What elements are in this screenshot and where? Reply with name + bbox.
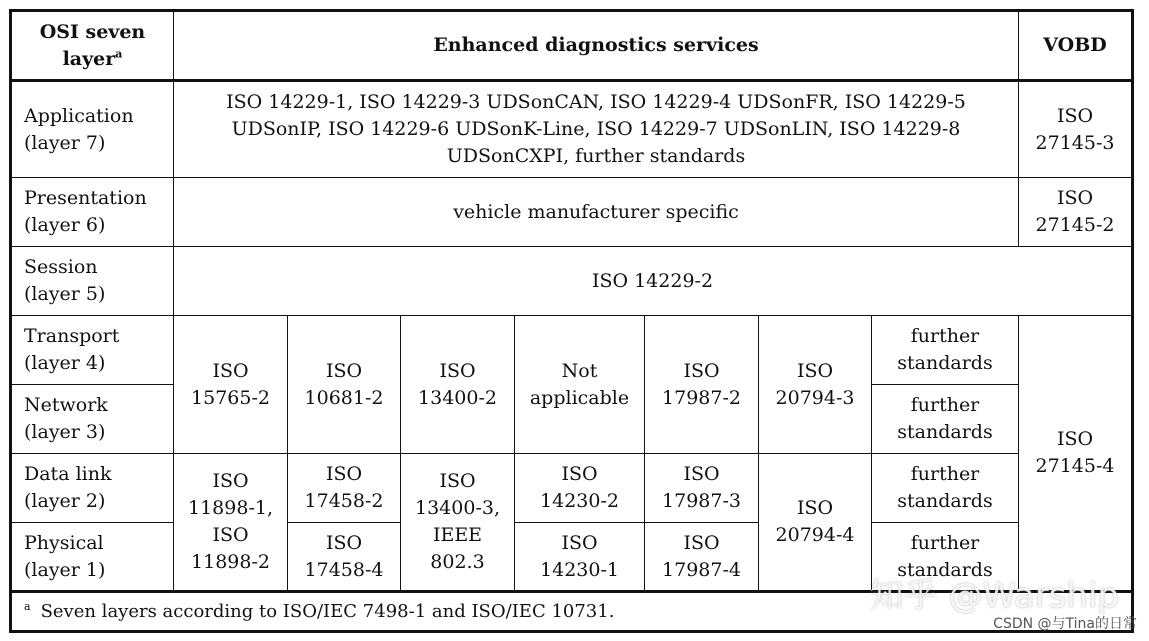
footnote-marker: a [24, 600, 31, 613]
cell-datalink-5: ISO 17987-3 [645, 454, 759, 523]
cell-presentation-vobd: ISO 27145-2 [1019, 178, 1133, 247]
cell-physical-further: further standards [872, 523, 1019, 592]
header-vobd: VOBD [1019, 11, 1133, 81]
cell-application-vobd: ISO 27145-3 [1019, 81, 1133, 178]
cell-physical-4: ISO 14230-1 [515, 523, 645, 592]
cell-application-services: ISO 14229-1, ISO 14229-3 UDSonCAN, ISO 14229-4 UDSonFR, ISO 14229-5 UDSonIP, ISO 14229-6 UDSonK-Line, ISO 14229-7 UDSonLIN, ISO 14229-8 UDSonCXPI, further standards [174, 81, 1019, 178]
header-osi-layer: OSI seven layer$^a$ [11, 11, 174, 81]
label-physical: Physical (layer 1) [11, 523, 174, 592]
label-presentation: Presentation (layer 6) [11, 178, 174, 247]
cell-lower-1: ISO 11898-1, ISO 11898-2 [174, 454, 288, 592]
cell-datalink-further: further standards [872, 454, 1019, 523]
cell-lower-6: ISO 20794-4 [759, 454, 872, 592]
header-enhanced-diagnostics: Enhanced diagnostics services [174, 11, 1019, 81]
cell-transport-network-5: ISO 17987-2 [645, 316, 759, 454]
cell-transport-further: further standards [872, 316, 1019, 385]
cell-transport-network-4: Not applicable [515, 316, 645, 454]
cell-physical-5: ISO 17987-4 [645, 523, 759, 592]
row-transport [11, 316, 1133, 385]
cell-lower-3: ISO 13400-3, IEEE 802.3 [401, 454, 515, 592]
cell-session-services: ISO 14229-2 [174, 247, 1133, 316]
cell-network-further: further standards [872, 385, 1019, 454]
label-network: Network (layer 3) [11, 385, 174, 454]
row-presentation [11, 178, 1133, 247]
cell-datalink-2: ISO 17458-2 [288, 454, 401, 523]
label-application: Application (layer 7) [11, 81, 174, 178]
cell-transport-network-2: ISO 10681-2 [288, 316, 401, 454]
cell-datalink-4: ISO 14230-2 [515, 454, 645, 523]
cell-presentation-services: vehicle manufacturer specific [174, 178, 1019, 247]
cell-vobd-lower: ISO 27145-4 [1019, 316, 1133, 592]
header-row [11, 11, 1133, 81]
row-application [11, 81, 1133, 178]
cell-physical-2: ISO 17458-4 [288, 523, 401, 592]
label-datalink: Data link (layer 2) [11, 454, 174, 523]
row-datalink [11, 454, 1133, 523]
cell-transport-network-6: ISO 20794-3 [759, 316, 872, 454]
cell-transport-network-3: ISO 13400-2 [401, 316, 515, 454]
csdn-watermark: CSDN @与Tina的日常 [993, 616, 1137, 632]
row-session [11, 247, 1133, 316]
label-transport: Transport (layer 4) [11, 316, 174, 385]
osi-diagnostics-table [9, 9, 1134, 633]
cell-transport-network-1: ISO 15765-2 [174, 316, 288, 454]
zhihu-watermark: 知乎 @Warship [869, 576, 1119, 616]
label-session: Session (layer 5) [11, 247, 174, 316]
footnote-text: Seven layers according to ISO/IEC 7498-1 and ISO/IEC 10731. [40, 601, 615, 622]
osi-table-container [9, 9, 1134, 633]
